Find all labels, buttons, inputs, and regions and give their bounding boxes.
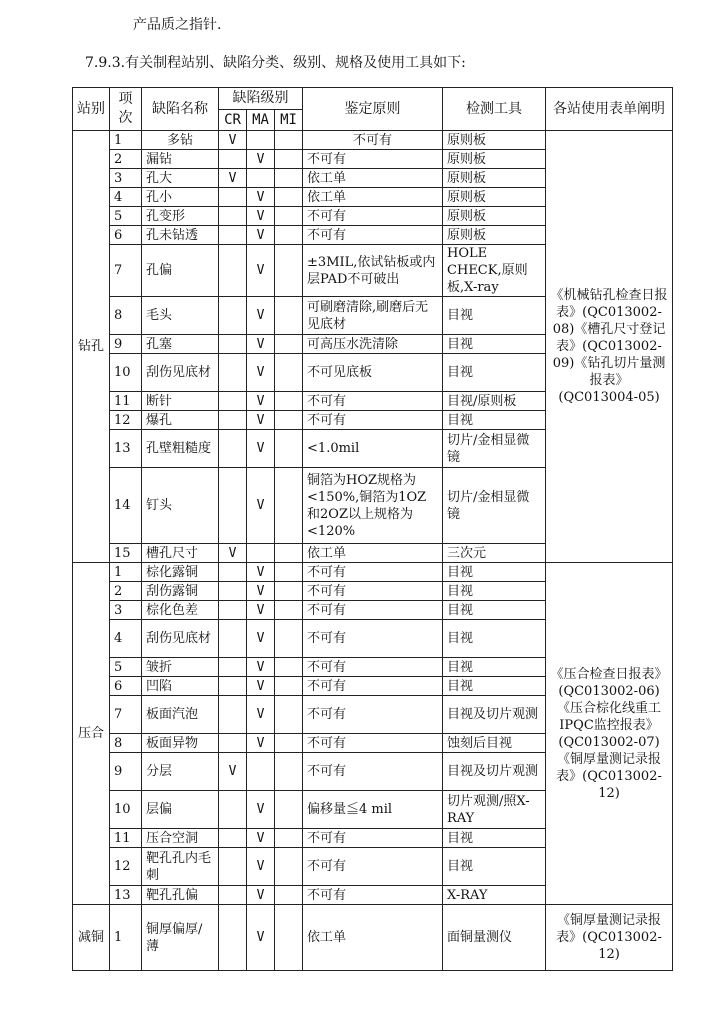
defect-name: 皱折 bbox=[142, 658, 219, 677]
level-mi bbox=[275, 582, 303, 601]
level-cr bbox=[219, 188, 247, 207]
tool-cell: 蚀刻后目视 bbox=[443, 734, 546, 753]
level-cr bbox=[219, 150, 247, 169]
item-number: 10 bbox=[110, 354, 142, 392]
tool-cell: 目视 bbox=[443, 297, 546, 335]
item-number: 5 bbox=[110, 207, 142, 226]
defect-name: 板面汽泡 bbox=[142, 696, 219, 734]
defect-name: 凹陷 bbox=[142, 677, 219, 696]
level-ma: V bbox=[247, 829, 275, 848]
level-ma: V bbox=[247, 207, 275, 226]
criterion-cell: 不可有 bbox=[303, 563, 443, 582]
defect-name: 断针 bbox=[142, 392, 219, 411]
tool-cell: 原则板 bbox=[443, 169, 546, 188]
level-ma bbox=[247, 169, 275, 188]
level-mi bbox=[275, 658, 303, 677]
defect-name: 爆孔 bbox=[142, 411, 219, 430]
level-ma: V bbox=[247, 886, 275, 905]
level-cr bbox=[219, 734, 247, 753]
item-number: 2 bbox=[110, 582, 142, 601]
tool-cell: 目视 bbox=[443, 658, 546, 677]
defect-name: 刮伤露铜 bbox=[142, 582, 219, 601]
defect-name: 孔大 bbox=[142, 169, 219, 188]
criterion-cell: 不可有 bbox=[303, 734, 443, 753]
level-mi bbox=[275, 169, 303, 188]
tool-cell: 目视 bbox=[443, 601, 546, 620]
header-defect: 缺陷名称 bbox=[142, 88, 219, 131]
criterion-cell: 不可有 bbox=[303, 226, 443, 245]
level-mi bbox=[275, 791, 303, 829]
level-mi bbox=[275, 207, 303, 226]
level-cr bbox=[219, 207, 247, 226]
defect-name: 槽孔尺寸 bbox=[142, 544, 219, 563]
level-mi bbox=[275, 150, 303, 169]
level-cr bbox=[219, 392, 247, 411]
level-ma bbox=[247, 753, 275, 791]
level-mi bbox=[275, 601, 303, 620]
level-mi bbox=[275, 430, 303, 468]
tool-cell: 目视及切片观测 bbox=[443, 696, 546, 734]
intro-text: 产品质之指针. bbox=[133, 17, 222, 33]
criterion-cell: 不可有 bbox=[303, 696, 443, 734]
level-ma: V bbox=[247, 658, 275, 677]
header-ma: MA bbox=[247, 110, 275, 131]
header-item: 项次 bbox=[110, 88, 142, 131]
item-number: 1 bbox=[110, 131, 142, 150]
criterion-cell: 可高压水洗清除 bbox=[303, 335, 443, 354]
level-ma: V bbox=[247, 430, 275, 468]
level-mi bbox=[275, 188, 303, 207]
forms-cell: 《压合检查日报表》(QC013002-06)《压合棕化线重工IPQC监控报表》(QC013002-07)《铜厚量测记录报表》(QC013002-12) bbox=[546, 563, 673, 905]
item-number: 13 bbox=[110, 886, 142, 905]
level-mi bbox=[275, 335, 303, 354]
criterion-cell: 依工单 bbox=[303, 169, 443, 188]
item-number: 1 bbox=[110, 905, 142, 971]
criterion-cell: 不可有 bbox=[303, 150, 443, 169]
level-cr bbox=[219, 354, 247, 392]
level-ma: V bbox=[247, 677, 275, 696]
criterion-cell: 不可有 bbox=[303, 620, 443, 658]
item-number: 8 bbox=[110, 297, 142, 335]
tool-cell: 切片观测/照X-RAY bbox=[443, 791, 546, 829]
tool-cell: 原则板 bbox=[443, 131, 546, 150]
level-cr bbox=[219, 226, 247, 245]
tool-cell: 切片/金相显微镜 bbox=[443, 468, 546, 544]
table-row bbox=[73, 563, 673, 582]
defect-name: 刮伤见底材 bbox=[142, 620, 219, 658]
level-cr bbox=[219, 791, 247, 829]
header-station: 站别 bbox=[73, 88, 110, 131]
tool-cell: 面铜量测仪 bbox=[443, 905, 546, 971]
defect-name: 孔未钻透 bbox=[142, 226, 219, 245]
station-cell: 压合 bbox=[73, 563, 110, 905]
level-mi bbox=[275, 354, 303, 392]
level-mi bbox=[275, 392, 303, 411]
defect-name: 孔壁粗糙度 bbox=[142, 430, 219, 468]
level-mi bbox=[275, 131, 303, 150]
level-ma: V bbox=[247, 335, 275, 354]
defect-name: 钉头 bbox=[142, 468, 219, 544]
level-ma: V bbox=[247, 392, 275, 411]
item-number: 6 bbox=[110, 226, 142, 245]
defect-name: 压合空洞 bbox=[142, 829, 219, 848]
level-cr bbox=[219, 297, 247, 335]
criterion-cell: 不可有 bbox=[303, 677, 443, 696]
item-number: 11 bbox=[110, 829, 142, 848]
defect-name: 铜厚偏厚/薄 bbox=[142, 905, 219, 971]
level-cr: V bbox=[219, 169, 247, 188]
header-cr: CR bbox=[219, 110, 247, 131]
level-mi bbox=[275, 753, 303, 791]
forms-cell: 《铜厚量测记录报表》(QC013002-12) bbox=[546, 905, 673, 971]
defect-name: 靶孔孔偏 bbox=[142, 886, 219, 905]
level-ma: V bbox=[247, 245, 275, 297]
level-cr bbox=[219, 905, 247, 971]
item-number: 9 bbox=[110, 335, 142, 354]
tool-cell: 目视 bbox=[443, 829, 546, 848]
item-number: 8 bbox=[110, 734, 142, 753]
item-number: 1 bbox=[110, 563, 142, 582]
tool-cell: 三次元 bbox=[443, 544, 546, 563]
criterion-cell: 依工单 bbox=[303, 188, 443, 207]
item-number: 3 bbox=[110, 169, 142, 188]
level-cr bbox=[219, 658, 247, 677]
level-cr bbox=[219, 886, 247, 905]
level-mi bbox=[275, 245, 303, 297]
level-ma: V bbox=[247, 582, 275, 601]
criterion-cell: 依工单 bbox=[303, 544, 443, 563]
tool-cell: 目视/原则板 bbox=[443, 392, 546, 411]
level-ma: V bbox=[247, 905, 275, 971]
criterion-cell: 不可有 bbox=[303, 392, 443, 411]
tool-cell: 目视 bbox=[443, 582, 546, 601]
criterion-cell: 不可有 bbox=[303, 411, 443, 430]
criterion-cell: 不可有 bbox=[303, 601, 443, 620]
level-mi bbox=[275, 544, 303, 563]
level-ma bbox=[247, 544, 275, 563]
tool-cell: 目视及切片观测 bbox=[443, 753, 546, 791]
criterion-cell: ±3MIL,依试钻板或内层PAD不可破出 bbox=[303, 245, 443, 297]
criterion-cell: 不可有 bbox=[303, 829, 443, 848]
item-number: 11 bbox=[110, 392, 142, 411]
level-ma: V bbox=[247, 150, 275, 169]
header-criterion: 鉴定原则 bbox=[303, 88, 443, 131]
level-ma: V bbox=[247, 848, 275, 886]
defect-name: 棕化露铜 bbox=[142, 563, 219, 582]
tool-cell: 目视 bbox=[443, 848, 546, 886]
forms-cell: 《机械钻孔检查日报表》(QC013002-08)《槽孔尺寸登记表》(QC013002-09)《钻孔切片量测报表》(QC013004-05) bbox=[546, 131, 673, 563]
level-mi bbox=[275, 696, 303, 734]
level-ma: V bbox=[247, 791, 275, 829]
level-ma: V bbox=[247, 734, 275, 753]
level-cr bbox=[219, 829, 247, 848]
header-tool: 检测工具 bbox=[443, 88, 546, 131]
level-mi bbox=[275, 734, 303, 753]
item-number: 4 bbox=[110, 620, 142, 658]
item-number: 7 bbox=[110, 245, 142, 297]
criterion-cell: 可刷磨清除,刷磨后无见底材 bbox=[303, 297, 443, 335]
criterion-cell: 不可有 bbox=[303, 658, 443, 677]
level-ma: V bbox=[247, 297, 275, 335]
table-body bbox=[73, 131, 673, 971]
defect-spec-table bbox=[72, 87, 673, 971]
level-cr bbox=[219, 468, 247, 544]
header-forms: 各站使用表单阐明 bbox=[546, 88, 673, 131]
criterion-cell: 不可有 bbox=[303, 131, 443, 150]
defect-name: 板面异物 bbox=[142, 734, 219, 753]
level-mi bbox=[275, 297, 303, 335]
criterion-cell: 不可有 bbox=[303, 582, 443, 601]
table-row bbox=[73, 905, 673, 971]
level-mi bbox=[275, 886, 303, 905]
defect-name: 层偏 bbox=[142, 791, 219, 829]
level-cr bbox=[219, 563, 247, 582]
criterion-cell: 铜箔为HOZ规格为<150%,铜箔为1OZ和2OZ以上规格为<120% bbox=[303, 468, 443, 544]
item-number: 13 bbox=[110, 430, 142, 468]
level-mi bbox=[275, 677, 303, 696]
level-mi bbox=[275, 411, 303, 430]
item-number: 12 bbox=[110, 848, 142, 886]
header-mi: MI bbox=[275, 110, 303, 131]
level-mi bbox=[275, 829, 303, 848]
criterion-cell: 偏移量≦4 mil bbox=[303, 791, 443, 829]
item-number: 6 bbox=[110, 677, 142, 696]
level-cr bbox=[219, 245, 247, 297]
level-mi bbox=[275, 226, 303, 245]
header-level: 缺陷级别 bbox=[219, 88, 303, 110]
level-cr bbox=[219, 582, 247, 601]
level-cr bbox=[219, 601, 247, 620]
tool-cell: X-RAY bbox=[443, 886, 546, 905]
level-ma bbox=[247, 131, 275, 150]
level-cr: V bbox=[219, 544, 247, 563]
defect-name: 孔变形 bbox=[142, 207, 219, 226]
defect-name: 漏钻 bbox=[142, 150, 219, 169]
criterion-cell: 不可有 bbox=[303, 848, 443, 886]
level-ma: V bbox=[247, 601, 275, 620]
defect-name: 刮伤见底材 bbox=[142, 354, 219, 392]
item-number: 15 bbox=[110, 544, 142, 563]
level-ma: V bbox=[247, 226, 275, 245]
level-cr bbox=[219, 848, 247, 886]
criterion-cell: 依工单 bbox=[303, 905, 443, 971]
item-number: 2 bbox=[110, 150, 142, 169]
criterion-cell: <1.0mil bbox=[303, 430, 443, 468]
level-mi bbox=[275, 563, 303, 582]
defect-name: 多钻 bbox=[142, 131, 219, 150]
level-mi bbox=[275, 468, 303, 544]
level-mi bbox=[275, 620, 303, 658]
tool-cell: 原则板 bbox=[443, 207, 546, 226]
item-number: 10 bbox=[110, 791, 142, 829]
tool-cell: 原则板 bbox=[443, 188, 546, 207]
level-ma: V bbox=[247, 188, 275, 207]
item-number: 14 bbox=[110, 468, 142, 544]
tool-cell: 原则板 bbox=[443, 226, 546, 245]
item-number: 9 bbox=[110, 753, 142, 791]
tool-cell: HOLE CHECK,原则板,X-ray bbox=[443, 245, 546, 297]
tool-cell: 目视 bbox=[443, 620, 546, 658]
level-cr: V bbox=[219, 131, 247, 150]
level-mi bbox=[275, 905, 303, 971]
tool-cell: 目视 bbox=[443, 411, 546, 430]
defect-name: 孔偏 bbox=[142, 245, 219, 297]
tool-cell: 目视 bbox=[443, 677, 546, 696]
tool-cell: 目视 bbox=[443, 563, 546, 582]
level-mi bbox=[275, 848, 303, 886]
station-cell: 减铜 bbox=[73, 905, 110, 971]
table-row bbox=[73, 131, 673, 150]
defect-name: 棕化色差 bbox=[142, 601, 219, 620]
item-number: 7 bbox=[110, 696, 142, 734]
criterion-cell: 不可有 bbox=[303, 886, 443, 905]
defect-name: 孔塞 bbox=[142, 335, 219, 354]
defect-name: 分层 bbox=[142, 753, 219, 791]
station-cell: 钻孔 bbox=[73, 131, 110, 563]
level-cr bbox=[219, 696, 247, 734]
item-number: 5 bbox=[110, 658, 142, 677]
tool-cell: 切片/金相显微镜 bbox=[443, 430, 546, 468]
criterion-cell: 不可有 bbox=[303, 207, 443, 226]
level-ma: V bbox=[247, 620, 275, 658]
tool-cell: 原则板 bbox=[443, 150, 546, 169]
level-cr bbox=[219, 677, 247, 696]
defect-name: 靶孔孔内毛刺 bbox=[142, 848, 219, 886]
level-ma: V bbox=[247, 563, 275, 582]
level-ma: V bbox=[247, 696, 275, 734]
criterion-cell: 不可有 bbox=[303, 753, 443, 791]
section-heading: 7.9.3.有关制程站别、缺陷分类、级别、规格及使用工具如下: bbox=[85, 55, 466, 71]
level-ma: V bbox=[247, 468, 275, 544]
level-cr bbox=[219, 411, 247, 430]
tool-cell: 目视 bbox=[443, 335, 546, 354]
level-cr bbox=[219, 620, 247, 658]
level-ma: V bbox=[247, 354, 275, 392]
level-cr: V bbox=[219, 753, 247, 791]
item-number: 4 bbox=[110, 188, 142, 207]
defect-name: 毛头 bbox=[142, 297, 219, 335]
level-cr bbox=[219, 430, 247, 468]
level-ma: V bbox=[247, 411, 275, 430]
criterion-cell: 不可见底板 bbox=[303, 354, 443, 392]
item-number: 12 bbox=[110, 411, 142, 430]
tool-cell: 目视 bbox=[443, 354, 546, 392]
item-number: 3 bbox=[110, 601, 142, 620]
level-cr bbox=[219, 335, 247, 354]
defect-name: 孔小 bbox=[142, 188, 219, 207]
